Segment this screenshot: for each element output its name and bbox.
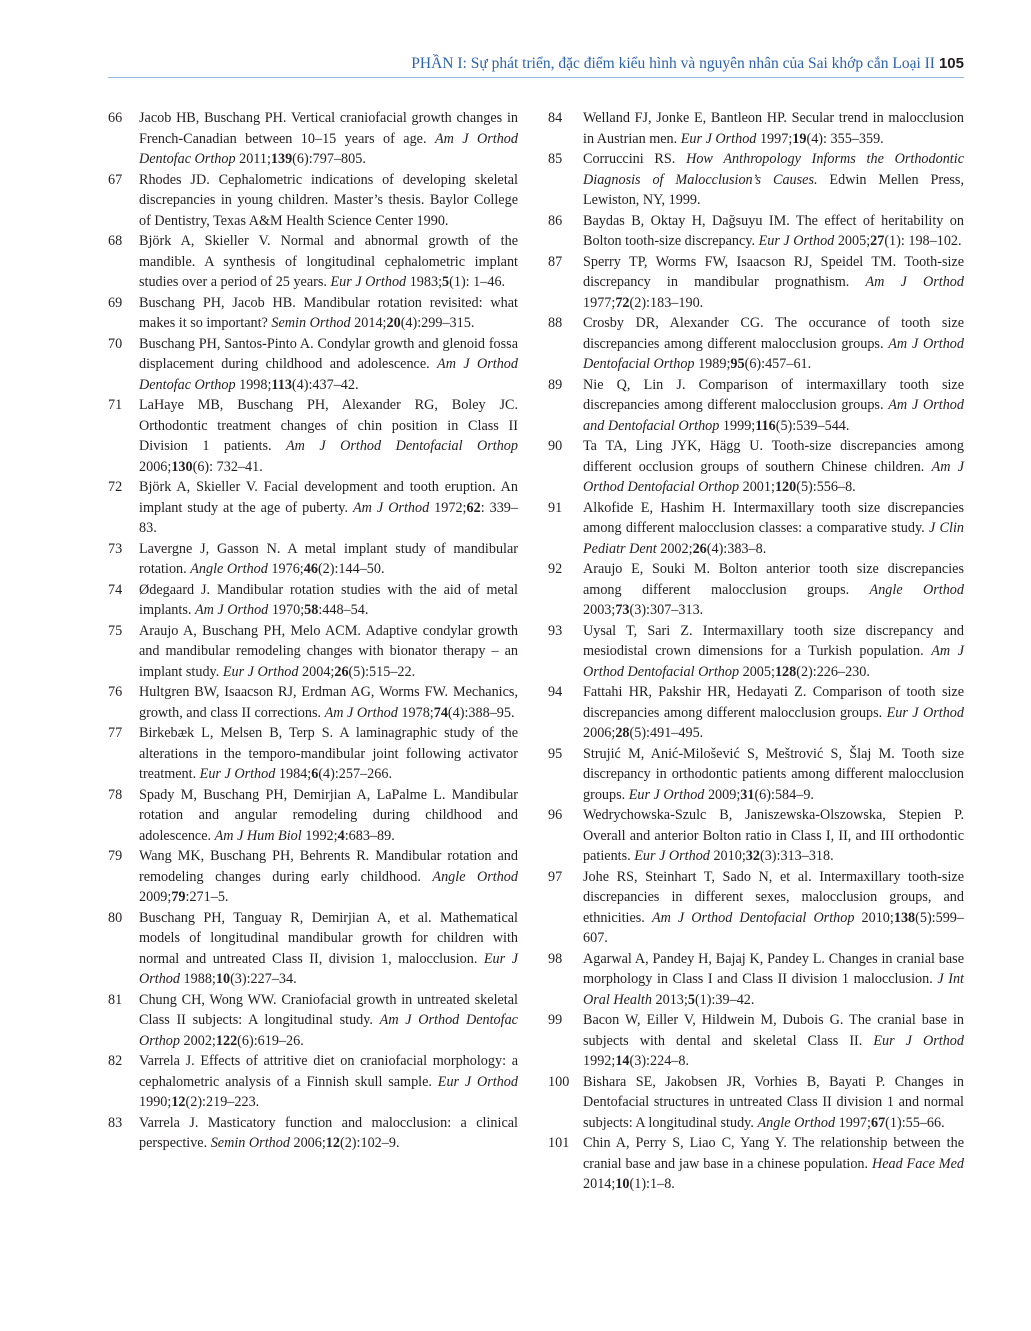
reference-number: 83 xyxy=(108,1114,123,1131)
reference-year: 1978; xyxy=(397,704,434,721)
reference-item xyxy=(548,867,964,949)
reference-authors-title: Alkofide E, Hashim H. Intermaxillary tooth size discrepancies among different malocclusion classes: a comparative study. xyxy=(583,499,964,536)
reference-volume: 6 xyxy=(311,766,319,782)
reference-pages: (5):539–544. xyxy=(775,417,850,434)
reference-year: 2004; xyxy=(298,663,335,680)
reference-number: 91 xyxy=(548,499,563,516)
reference-number: 92 xyxy=(548,561,563,577)
reference-pages: (5):556–8. xyxy=(796,479,856,495)
reference-item xyxy=(548,559,964,621)
reference-pages: (2):226–230. xyxy=(796,663,870,680)
reference-journal: Eur J Orthod xyxy=(758,233,835,249)
reference-journal: Eur J Orthod xyxy=(139,950,518,987)
header-rule xyxy=(108,77,964,78)
reference-year: 2006; xyxy=(583,725,616,741)
reference-journal: Eur J Orthod xyxy=(628,786,705,803)
reference-authors-title: Araujo A, Buschang PH, Melo ACM. Adaptive condylar growth and mandibular remodeling changes with bionator therapy – an implant study. xyxy=(139,622,518,680)
reference-item xyxy=(108,682,518,723)
reference-pages: (2):144–50. xyxy=(317,561,385,577)
reference-item xyxy=(548,805,964,867)
reference-year: 2014; xyxy=(350,315,387,331)
reference-journal: Semin Orthod xyxy=(210,1135,290,1151)
reference-item xyxy=(548,682,964,744)
reference-volume: 73 xyxy=(615,602,630,618)
reference-number: 100 xyxy=(548,1073,570,1090)
reference-number: 85 xyxy=(548,151,563,167)
reference-number: 80 xyxy=(108,909,123,926)
reference-volume: 12 xyxy=(171,1094,186,1110)
reference-item xyxy=(108,170,518,232)
reference-authors-title: Birkebæk L, Melsen B, Terp S. A laminagraphic study of the alterations in the temporo-mandibular joint following activator treatment. xyxy=(139,725,518,782)
reference-item xyxy=(548,252,964,314)
reference-number: 71 xyxy=(108,397,123,413)
reference-year: 2009; xyxy=(139,889,172,905)
reference-year: 2002; xyxy=(180,1032,216,1049)
reference-number: 101 xyxy=(548,1135,570,1151)
reference-pages: (4):299–315. xyxy=(400,315,475,331)
reference-number: 72 xyxy=(108,479,123,495)
reference-item xyxy=(548,1072,964,1134)
reference-authors-title: Agarwal A, Pandey H, Bajaj K, Pandey L. Changes in cranial base morphology in Class I and Class II division 1 malocclusion. xyxy=(583,950,964,987)
reference-journal: Am J Orthod Dentofac Orthop xyxy=(139,130,518,167)
reference-item xyxy=(108,231,518,293)
reference-pages: (6):584–9. xyxy=(754,786,814,803)
reference-volume: 79 xyxy=(171,889,186,905)
reference-journal: Eur J Orthod xyxy=(634,848,710,864)
reference-volume: 12 xyxy=(325,1135,340,1151)
reference-year: 2010; xyxy=(854,909,894,926)
reference-pages: (2):183–190. xyxy=(629,294,704,311)
reference-pages: (6):797–805. xyxy=(292,151,366,167)
reference-year: 1976; xyxy=(267,561,304,577)
reference-year: 1983; xyxy=(406,274,443,290)
reference-item xyxy=(108,293,518,334)
reference-item xyxy=(108,785,518,847)
reference-pages: (6): 732–41. xyxy=(192,458,263,475)
reference-number: 96 xyxy=(548,807,563,823)
reference-authors-title: Buschang PH, Jacob HB. Mandibular rotation revisited: what makes it so important? xyxy=(139,294,518,331)
reference-authors-title: Welland FJ, Jonke E, Bantleon HP. Secular trend in malocclusion in Austrian men. xyxy=(583,110,964,147)
reference-number: 68 xyxy=(108,233,123,249)
reference-volume: 46 xyxy=(303,561,318,577)
reference-pages: (2):219–223. xyxy=(185,1094,260,1110)
reference-item xyxy=(548,375,964,437)
reference-pages: (2):102–9. xyxy=(339,1135,400,1151)
reference-year: 2011; xyxy=(235,151,271,167)
reference-number: 79 xyxy=(108,848,123,864)
reference-journal: Am J Orthod Dentofacial Orthop xyxy=(286,438,518,454)
reference-pages: (4):437–42. xyxy=(291,376,359,393)
reference-item xyxy=(548,211,964,252)
reference-number: 67 xyxy=(108,171,123,188)
reference-item xyxy=(108,723,518,785)
reference-number: 89 xyxy=(548,376,563,393)
reference-authors-title: Chin A, Perry S, Liao C, Yang Y. The relationship between the cranial base and jaw base in a chinese population. xyxy=(583,1135,964,1172)
reference-number: 94 xyxy=(548,684,563,700)
reference-volume: 62 xyxy=(466,499,481,516)
reference-volume: 120 xyxy=(774,479,797,495)
reference-volume: 27 xyxy=(870,233,885,249)
reference-volume: 32 xyxy=(745,848,760,864)
reference-authors-title: Nie Q, Lin J. Comparison of intermaxillary tooth size discrepancies among different malocclusion groups. xyxy=(583,376,964,413)
reference-volume: 130 xyxy=(171,458,193,475)
reference-journal: Am J Orthod Dentofacial Orthop xyxy=(583,335,964,372)
reference-item xyxy=(548,313,964,375)
reference-year: 1972; xyxy=(429,499,467,516)
reference-item xyxy=(108,846,518,908)
reference-item xyxy=(108,539,518,580)
reference-pages: :448–54. xyxy=(318,602,369,618)
reference-year: 1977; xyxy=(583,294,616,311)
reference-year: 2005; xyxy=(834,233,871,249)
reference-item xyxy=(108,621,518,683)
reference-item xyxy=(108,108,518,170)
reference-year: 2013; xyxy=(651,991,688,1008)
reference-year: 2006; xyxy=(139,458,172,475)
reference-item xyxy=(108,1051,518,1113)
reference-authors-title: Hultgren BW, Isaacson RJ, Erdman AG, Worms FW. Mechanics, growth, and class II corrections. xyxy=(139,684,518,721)
reference-journal: J Int Oral Health xyxy=(583,971,964,1008)
reference-volume: 5 xyxy=(442,274,450,290)
reference-volume: 31 xyxy=(740,786,755,803)
reference-item xyxy=(108,580,518,621)
reference-authors-title: Strujić M, Anić-Milošević S, Meštrović S, Šlaj M. Tooth size discrepancy in orthodontic patients among different malocclusion groups. xyxy=(583,745,964,803)
reference-pages: (6):457–61. xyxy=(744,356,812,372)
reference-number: 88 xyxy=(548,315,563,331)
reference-authors-title: Lavergne J, Gasson N. A metal implant study of mandibular rotation. xyxy=(139,540,518,577)
reference-item xyxy=(548,436,964,498)
reference-number: 84 xyxy=(548,110,563,126)
reference-journal: Eur J Orthod xyxy=(437,1073,518,1090)
reference-authors-title: Sperry TP, Worms FW, Isaacson RJ, Speidel TM. Tooth-size discrepancy in mandibular prognathism. xyxy=(583,253,964,290)
reference-journal: Angle Orthod xyxy=(757,1114,836,1131)
reference-authors-title: Araujo E, Souki M. Bolton anterior tooth size discrepancies among different malocclusion groups. xyxy=(583,561,964,598)
reference-authors-title: Wang MK, Buschang PH, Behrents R. Mandibular rotation and remodeling changes during early childhood. xyxy=(139,848,518,885)
reference-year: 2002; xyxy=(656,540,693,557)
reference-number: 97 xyxy=(548,868,563,885)
reference-number: 98 xyxy=(548,950,563,967)
reference-authors-title: Ødegaard J. Mandibular rotation studies with the aid of metal implants. xyxy=(139,581,518,618)
reference-journal: Eur J Orthod xyxy=(199,766,276,782)
reference-volume: 28 xyxy=(615,725,630,741)
reference-journal: Angle Orthod xyxy=(432,868,518,885)
reference-volume: 26 xyxy=(692,540,707,557)
reference-volume: 122 xyxy=(215,1032,238,1049)
reference-year: 1970; xyxy=(268,602,305,618)
reference-journal: J Clin Pediatr Dent xyxy=(583,520,964,557)
reference-item xyxy=(108,1113,518,1154)
reference-authors-title: Buschang PH, Santos-Pinto A. Condylar growth and glenoid fossa displacement during childhood and adolescence. xyxy=(139,335,518,372)
reference-volume: 58 xyxy=(304,602,319,618)
reference-pages: :271–5. xyxy=(185,889,229,905)
reference-journal: Eur J Orthod xyxy=(330,274,407,290)
reference-volume: 113 xyxy=(271,376,292,393)
reference-journal: Am J Orthod Dentofac Orthop xyxy=(139,1012,518,1049)
reference-authors-title: Bishara SE, Jakobsen JR, Vorhies B, Bayati P. Changes in Dentofacial structures in untreated Class II division 1 and normal subjects: A longitudinal study. xyxy=(583,1073,964,1131)
reference-list-right xyxy=(548,108,964,1195)
reference-journal: Eur J Orthod xyxy=(222,663,299,680)
reference-item xyxy=(108,477,518,539)
reference-year: 1984; xyxy=(275,766,312,782)
reference-pages: (3):313–318. xyxy=(759,848,834,864)
reference-pages: (1): 1–46. xyxy=(449,274,506,290)
reference-volume: 19 xyxy=(792,130,807,147)
reference-year: 2006; xyxy=(289,1135,326,1151)
reference-journal: How Anthropology Informs the Orthodontic Diagnosis of Malocclusion’s Causes. xyxy=(583,151,964,188)
reference-volume: 74 xyxy=(433,704,448,721)
reference-volume: 139 xyxy=(270,151,293,167)
reference-authors-title: Uysal T, Sari Z. Intermaxillary tooth size discrepancy and mesiodistal crown dimensions for a Turkish population. xyxy=(583,622,964,659)
reference-pages: (4):257–266. xyxy=(318,766,393,782)
reference-item xyxy=(548,621,964,683)
reference-journal: Angle Orthod xyxy=(190,561,268,577)
reference-number: 81 xyxy=(108,991,123,1008)
reference-pages: :683–89. xyxy=(344,827,395,844)
reference-year: 1992; xyxy=(301,827,338,844)
reference-item xyxy=(108,334,518,396)
reference-authors-title: Buschang PH, Tanguay R, Demirjian A, et al. Mathematical models of longitudinal mandibular growth for children with normal and untreated Class II, division 1, malocclusion. xyxy=(139,909,518,967)
reference-authors-title: Johe RS, Steinhart T, Sado N, et al. Intermaxillary tooth-size discrepancies in different sexes, malocclusion groups, and ethnicities. xyxy=(583,868,964,926)
reference-volume: 5 xyxy=(687,991,695,1008)
reference-volume: 128 xyxy=(774,663,797,680)
reference-number: 77 xyxy=(108,725,123,741)
reference-pages: (1): 198–102. xyxy=(884,233,962,249)
reference-item xyxy=(108,395,518,477)
reference-number: 75 xyxy=(108,622,123,639)
reference-pages: (4):383–8. xyxy=(706,540,767,557)
reference-list-left xyxy=(108,108,518,1154)
reference-pages: (5):599–607. xyxy=(583,909,964,946)
reference-pages: (5):491–495. xyxy=(629,725,704,741)
reference-volume: 10 xyxy=(615,1176,630,1192)
reference-volume: 14 xyxy=(615,1053,630,1069)
reference-item xyxy=(548,1133,964,1195)
reference-year: 2003; xyxy=(583,602,616,618)
reference-journal: Eur J Orthod xyxy=(873,1032,964,1049)
reference-journal: Angle Orthod xyxy=(869,581,964,598)
reference-journal: Am J Orthod Dentofacial Orthop xyxy=(651,909,855,926)
reference-number: 93 xyxy=(548,622,563,639)
reference-journal: Am J Orthod xyxy=(865,274,964,290)
reference-year: 1998; xyxy=(235,376,272,393)
reference-volume: 26 xyxy=(334,663,349,680)
reference-journal: Am J Orthod and Dentofacial Orthop xyxy=(583,397,964,434)
reference-authors-title: Spady M, Buschang PH, Demirjian A, LaPalme L. Mandibular rotation and angular remodeling during childhood and adolescence. xyxy=(139,786,518,844)
reference-number: 74 xyxy=(108,581,123,598)
reference-item xyxy=(548,744,964,806)
reference-volume: 4 xyxy=(337,827,345,844)
reference-number: 86 xyxy=(548,212,563,229)
reference-authors-title: Bacon W, Eiller V, Hildwein M, Dubois G. The cranial base in subjects with dental and skeletal Class II. xyxy=(583,1012,964,1049)
reference-pages: (4): 355–359. xyxy=(806,130,884,147)
reference-volume: 72 xyxy=(615,294,630,311)
reference-year: 2005; xyxy=(739,663,775,680)
reference-pages: (3):227–34. xyxy=(230,971,297,987)
reference-item xyxy=(548,498,964,560)
reference-number: 99 xyxy=(548,1012,563,1028)
reference-journal: Am J Orthod Dentofacial Orthop xyxy=(583,643,964,680)
page-number: 105 xyxy=(938,55,964,72)
reference-pages: (6):619–26. xyxy=(237,1032,304,1049)
reference-year: 1988; xyxy=(180,971,216,987)
reference-volume: 67 xyxy=(870,1114,886,1131)
reference-number: 66 xyxy=(108,110,123,126)
reference-journal: Eur J Orthod xyxy=(886,704,964,721)
reference-year: 1992; xyxy=(583,1053,616,1069)
reference-number: 87 xyxy=(548,253,563,270)
reference-year: 1989; xyxy=(694,356,731,372)
reference-item xyxy=(548,149,964,211)
reference-pages: (1):55–66. xyxy=(885,1114,945,1131)
reference-year: 2014; xyxy=(583,1176,616,1192)
reference-authors-title: Fattahi HR, Pakshir HR, Hedayati Z. Comparison of tooth size discrepancies among different malocclusion groups. xyxy=(583,684,964,721)
reference-journal: Eur J Orthod xyxy=(680,130,757,147)
reference-authors-title: LaHaye MB, Buschang PH, Alexander RG, Boley JC. Orthodontic treatment changes of chin position in Class II Division 1 patients. xyxy=(139,397,518,454)
reference-authors-title: Björk A, Skieller V. Facial development and tooth eruption. An implant study at the age of puberty. xyxy=(139,479,518,516)
reference-year: 1990; xyxy=(139,1094,172,1110)
reference-item xyxy=(108,990,518,1052)
reference-number: 78 xyxy=(108,786,123,803)
reference-item xyxy=(108,908,518,990)
reference-pages: : 339–83. xyxy=(139,499,518,536)
reference-volume: 138 xyxy=(893,909,916,926)
reference-year: 1997; xyxy=(835,1114,871,1131)
reference-number: 82 xyxy=(108,1053,123,1069)
reference-authors-title: Rhodes JD. Cephalometric indications of developing skeletal discrepancies in young children. Master’s thesis. Baylor College of Dentistry, Texas A&M Health Science Center 1990. xyxy=(139,171,518,229)
reference-authors-title: Varrela J. Masticatory function and malocclusion: a clinical perspective. xyxy=(139,1114,518,1151)
reference-number: 95 xyxy=(548,745,563,762)
reference-journal: Semin Orthod xyxy=(271,315,351,331)
reference-journal: Head Face Med xyxy=(871,1155,964,1172)
reference-pages: (4):388–95. xyxy=(447,704,515,721)
reference-number: 70 xyxy=(108,335,123,352)
reference-year: Edwin Mellen Press, Lewiston, NY, 1999. xyxy=(583,171,964,208)
reference-volume: 10 xyxy=(215,971,231,987)
reference-authors-title: Chung CH, Wong WW. Craniofacial growth in untreated skeletal Class II subjects: A longitudinal study. xyxy=(139,991,518,1028)
reference-pages: (5):515–22. xyxy=(348,663,416,680)
reference-item xyxy=(548,949,964,1011)
reference-authors-title: Crosby DR, Alexander CG. The occurance of tooth size discrepancies among different malocclusion groups. xyxy=(583,315,964,352)
running-header xyxy=(108,52,964,76)
reference-pages: (1):39–42. xyxy=(694,991,755,1008)
reference-pages: (1):1–8. xyxy=(629,1176,675,1192)
reference-number: 76 xyxy=(108,684,123,700)
reference-volume: 95 xyxy=(730,356,745,372)
chapter-title: PHẦN I: Sự phát triển, đặc điểm kiểu hình và nguyên nhân của Sai khớp cắn Loại II xyxy=(411,55,935,72)
reference-year: 2001; xyxy=(739,479,775,495)
reference-authors-title: Jacob HB, Buschang PH. Vertical craniofacial growth changes in French-Canadian between 10–15 years of age. xyxy=(139,110,518,147)
reference-number: 73 xyxy=(108,540,123,557)
reference-authors-title: Wedrychowska-Szulc B, Janiszewska-Olszowska, Stepien P. Overall and anterior Bolton ratio in Class I, II, and III orthodontic patients. xyxy=(583,807,964,864)
reference-journal: Am J Orthod xyxy=(324,704,398,721)
reference-year: 1997; xyxy=(756,130,793,147)
reference-volume: 20 xyxy=(386,315,401,331)
reference-authors-title: Baydas B, Oktay H, Dağsuyu IM. The effect of heritability on Bolton tooth-size discrepancy. xyxy=(583,212,964,249)
reference-pages: (3):224–8. xyxy=(629,1053,690,1069)
reference-year: 1999; xyxy=(719,417,756,434)
reference-journal: Am J Orthod Dentofacial Orthop xyxy=(583,458,964,495)
reference-item xyxy=(548,1010,964,1072)
reference-number: 90 xyxy=(548,438,563,454)
reference-journal: Am J Hum Biol xyxy=(214,827,302,844)
reference-journal: Am J Orthod xyxy=(353,499,430,516)
reference-authors-title: Corruccini RS. xyxy=(583,151,687,167)
reference-volume: 116 xyxy=(755,417,776,434)
reference-number: 69 xyxy=(108,294,123,311)
reference-pages: (3):307–313. xyxy=(629,602,704,618)
reference-year: 2010; xyxy=(709,848,746,864)
reference-journal: Am J Orthod xyxy=(194,602,269,618)
reference-item xyxy=(548,108,964,149)
reference-year: 2009; xyxy=(704,786,741,803)
reference-authors-title: Ta TA, Ling JYK, Hägg U. Tooth-size discrepancies among different occlusion groups of southern Chinese children. xyxy=(583,438,964,475)
reference-authors-title: Varrela J. Effects of attritive diet on craniofacial morphology: a cephalometric analysis of a Finnish skull sample. xyxy=(139,1053,518,1090)
reference-journal: Am J Orthod Dentofac Orthop xyxy=(139,356,518,393)
reference-authors-title: Björk A, Skieller V. Normal and abnormal growth of the mandible. A synthesis of longitudinal cephalometric implant studies over a period of 25 years. xyxy=(139,233,518,290)
